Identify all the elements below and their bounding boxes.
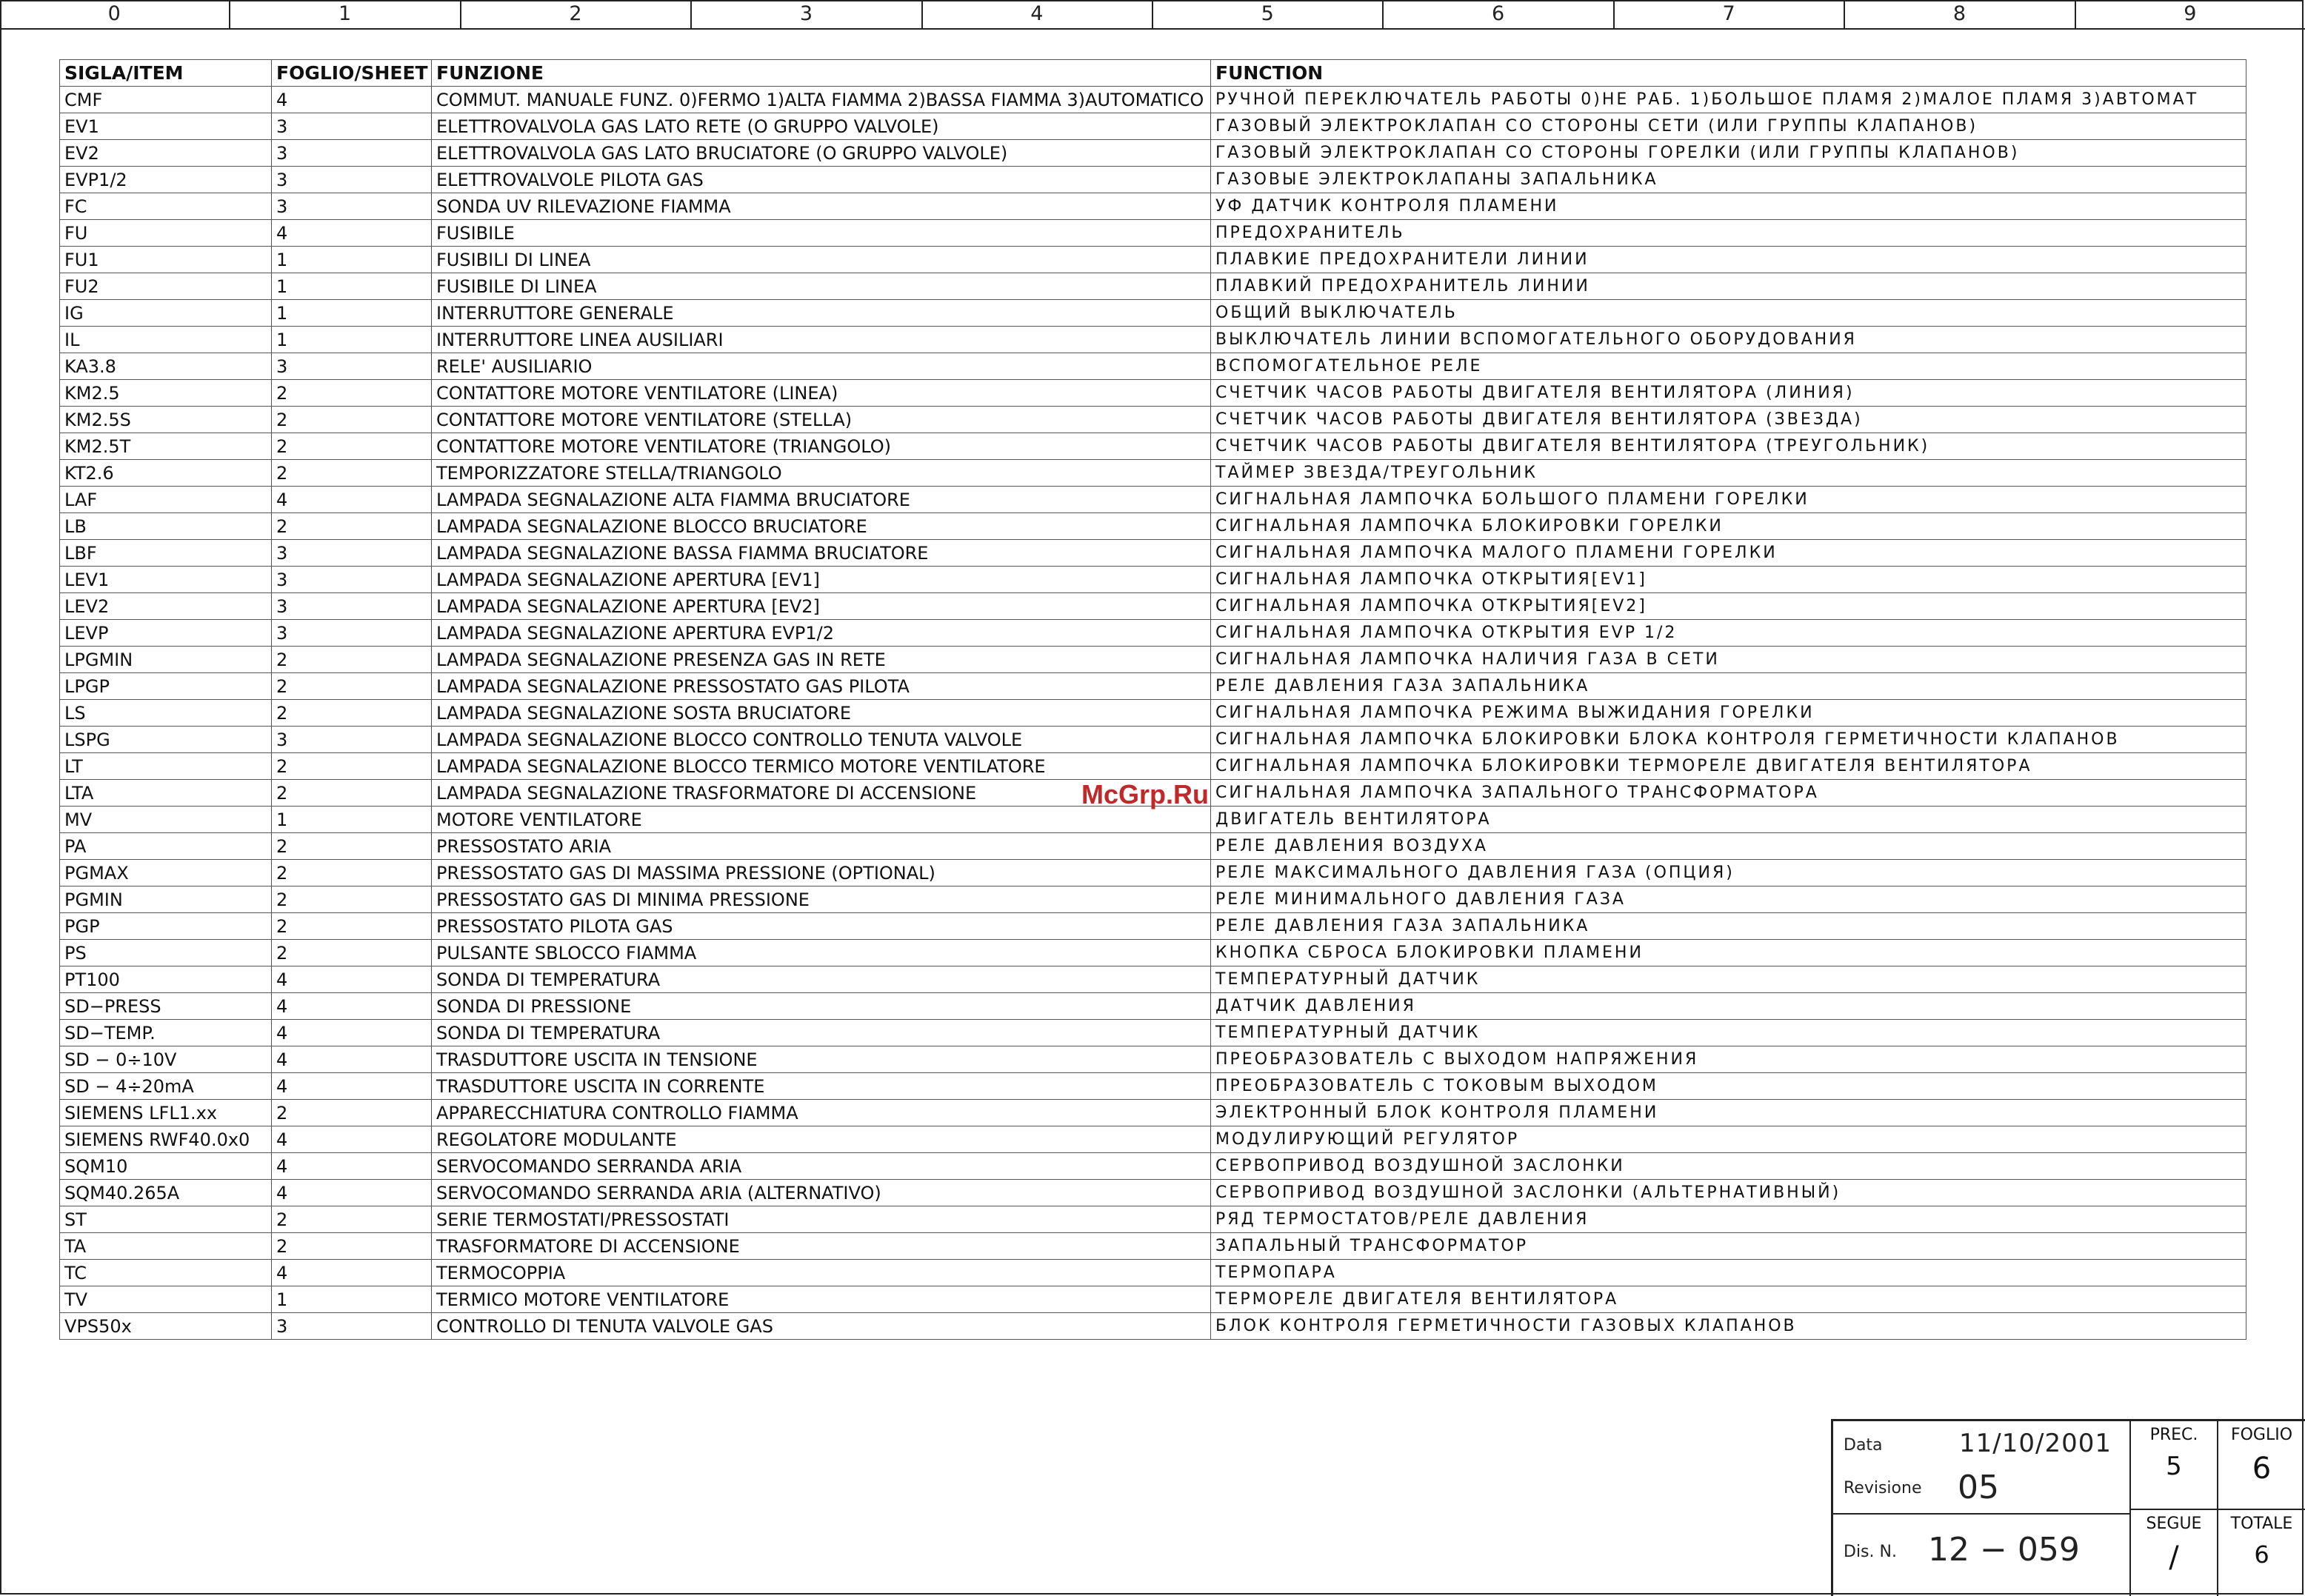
table-row (60, 487, 2246, 513)
column-ruler (0, 0, 2305, 30)
function-cell: ТЕМПЕРАТУРНЫЙ ДАТЧИК (1211, 1020, 2246, 1046)
function-cell: РЯД ТЕРМОСТАТОВ/РЕЛЕ ДАВЛЕНИЯ (1211, 1206, 2246, 1233)
header-function: FUNCTION (1211, 60, 2246, 87)
table-row (60, 220, 2246, 247)
funzione-cell: TRASFORMATORE DI ACCENSIONE (432, 1233, 1211, 1260)
prec-value: 5 (2166, 1452, 2182, 1481)
revision-label: Revisione (1844, 1479, 1922, 1497)
sheet-cell: 4 (272, 1073, 432, 1100)
sheet-cell: 2 (272, 940, 432, 966)
sheet-cell: 4 (272, 1046, 432, 1073)
function-cell: РУЧНОЙ ПЕРЕКЛЮЧАТЕЛЬ РАБОТЫ 0)НЕ РАБ. 1)БОЛЬШОЕ ПЛАМЯ 2)МАЛОЕ ПЛАМЯ 3)АВТОМАТ (1211, 87, 2246, 113)
ruler-cell: 3 (692, 0, 922, 28)
drawing-number-label: Dis. N. (1844, 1543, 1897, 1561)
item-cell: TV (60, 1286, 272, 1313)
function-cell: ТЕМПЕРАТУРНЫЙ ДАТЧИК (1211, 966, 2246, 993)
sheet-cell: 3 (272, 1313, 432, 1340)
function-cell: РЕЛЕ МАКСИМАЛЬНОГО ДАВЛЕНИЯ ГАЗА (ОПЦИЯ) (1211, 860, 2246, 887)
sheet-cell: 1 (272, 807, 432, 833)
revision-row (1833, 1467, 2129, 1512)
funzione-cell: RELE' AUSILIARIO (432, 353, 1211, 380)
funzione-cell: LAMPADA SEGNALAZIONE BASSA FIAMMA BRUCIATORE (432, 540, 1211, 567)
sheet-cell: 2 (272, 753, 432, 780)
revision-value: 05 (1958, 1469, 1999, 1506)
item-cell: KM2.5S (60, 407, 272, 433)
item-cell: IL (60, 327, 272, 353)
function-cell: ВЫКЛЮЧАТЕЛЬ ЛИНИИ ВСПОМОГАТЕЛЬНОГО ОБОРУДОВАНИЯ (1211, 327, 2246, 353)
table-row (60, 993, 2246, 1020)
sheet-cell: 4 (272, 1020, 432, 1046)
function-cell: СИГНАЛЬНАЯ ЛАМПОЧКА ОТКРЫТИЯ[EV2] (1211, 593, 2246, 620)
table-row (60, 327, 2246, 353)
funzione-cell: SERVOCOMANDO SERRANDA ARIA (ALTERNATIVO) (432, 1180, 1211, 1206)
funzione-cell: TERMICO MOTORE VENTILATORE (432, 1286, 1211, 1313)
foglio-cell (2217, 1421, 2305, 1509)
funzione-cell: FUSIBILI DI LINEA (432, 247, 1211, 273)
sheet-cell: 2 (272, 647, 432, 673)
sheet-cell: 3 (272, 620, 432, 647)
function-cell: ГАЗОВЫЙ ЭЛЕКТРОКЛАПАН СО СТОРОНЫ СЕТИ (ИЛИ ГРУППЫ КЛАПАНОВ) (1211, 113, 2246, 140)
function-cell: СЕРВОПРИВОД ВОЗДУШНОЙ ЗАСЛОНКИ (АЛЬТЕРНАТИВНЫЙ) (1211, 1180, 2246, 1206)
table-row (60, 540, 2246, 567)
item-cell: LT (60, 753, 272, 780)
segue-value: / (2169, 1540, 2179, 1575)
funzione-cell: PRESSOSTATO GAS DI MASSIMA PRESSIONE (OPTIONAL) (432, 860, 1211, 887)
sheet-cell: 3 (272, 353, 432, 380)
funzione-cell: LAMPADA SEGNALAZIONE BLOCCO CONTROLLO TENUTA VALVOLE (432, 727, 1211, 753)
ruler-cell: 0 (0, 0, 230, 28)
sheet-cell: 1 (272, 247, 432, 273)
sheet-cell: 2 (272, 700, 432, 727)
funzione-cell: SONDA DI PRESSIONE (432, 993, 1211, 1020)
table-row (60, 407, 2246, 433)
table-row (60, 300, 2246, 327)
item-cell: LEVP (60, 620, 272, 647)
components-table (59, 59, 2246, 1340)
function-cell: КНОПКА СБРОСА БЛОКИРОВКИ ПЛАМЕНИ (1211, 940, 2246, 966)
table-row (60, 113, 2246, 140)
funzione-cell: CONTROLLO DI TENUTA VALVOLE GAS (432, 1313, 1211, 1340)
table-row (60, 87, 2246, 113)
funzione-cell: SONDA DI TEMPERATURA (432, 1020, 1211, 1046)
funzione-cell: MOTORE VENTILATORE (432, 807, 1211, 833)
item-cell: FU2 (60, 273, 272, 300)
table-row (60, 1180, 2246, 1206)
sheet-cell: 4 (272, 87, 432, 113)
funzione-cell: INTERRUTTORE GENERALE (432, 300, 1211, 327)
sheet-cell: 2 (272, 887, 432, 913)
foglio-value: 6 (2252, 1452, 2272, 1486)
table-row (60, 913, 2246, 940)
drawing-number-row (1833, 1515, 2129, 1596)
item-cell: LS (60, 700, 272, 727)
item-cell: PT100 (60, 966, 272, 993)
table-row (60, 353, 2246, 380)
item-cell: LB (60, 513, 272, 540)
prec-cell (2129, 1421, 2217, 1509)
totale-label: TOTALE (2230, 1515, 2293, 1533)
function-cell: РЕЛЕ ДАВЛЕНИЯ ГАЗА ЗАПАЛЬНИКА (1211, 673, 2246, 700)
funzione-cell: ELETTROVALVOLA GAS LATO RETE (O GRUPPO VALVOLE) (432, 113, 1211, 140)
funzione-cell: INTERRUTTORE LINEA AUSILIARI (432, 327, 1211, 353)
sheet-cell: 3 (272, 113, 432, 140)
item-cell: SQM10 (60, 1153, 272, 1180)
function-cell: ДВИГАТЕЛЬ ВЕНТИЛЯТОРА (1211, 807, 2246, 833)
sheet-cell: 2 (272, 833, 432, 860)
item-cell: LPGMIN (60, 647, 272, 673)
table-row (60, 1020, 2246, 1046)
table-row (60, 833, 2246, 860)
sheet-cell: 2 (272, 460, 432, 487)
item-cell: TC (60, 1260, 272, 1286)
segue-cell (2129, 1509, 2217, 1596)
table-row (60, 940, 2246, 966)
item-cell: PGP (60, 913, 272, 940)
date-label: Data (1844, 1436, 1883, 1455)
ruler-cell: 9 (2184, 2, 2198, 25)
item-cell: ST (60, 1206, 272, 1233)
funzione-cell: SERVOCOMANDO SERRANDA ARIA (432, 1153, 1211, 1180)
item-cell: SIEMENS LFL1.xx (60, 1100, 272, 1126)
function-cell: СИГНАЛЬНАЯ ЛАМПОЧКА БЛОКИРОВКИ ГОРЕЛКИ (1211, 513, 2246, 540)
item-cell: KM2.5 (60, 380, 272, 407)
table-row (60, 700, 2246, 727)
table-row (60, 273, 2246, 300)
sheet-cell: 3 (272, 140, 432, 167)
header-funzione: FUNZIONE (432, 60, 1211, 87)
ruler-cell: 4 (923, 0, 1153, 28)
function-cell: СИГНАЛЬНАЯ ЛАМПОЧКА НАЛИЧИЯ ГАЗА В СЕТИ (1211, 647, 2246, 673)
item-cell: IG (60, 300, 272, 327)
sheet-cell: 4 (272, 1126, 432, 1153)
item-cell: SD−PRESS (60, 993, 272, 1020)
funzione-cell: SONDA UV RILEVAZIONE FIAMMA (432, 193, 1211, 220)
function-cell: СИГНАЛЬНАЯ ЛАМПОЧКА ОТКРЫТИЯ[EV1] (1211, 567, 2246, 593)
item-cell: SIEMENS RWF40.0x0 (60, 1126, 272, 1153)
drawing-number-value: 12 − 059 (1928, 1531, 2080, 1569)
sheet-cell: 3 (272, 167, 432, 193)
funzione-cell: LAMPADA SEGNALAZIONE APERTURA [EV2] (432, 593, 1211, 620)
item-cell: KM2.5T (60, 433, 272, 460)
ruler-cell: 7 (1615, 0, 1845, 28)
item-cell: EV1 (60, 113, 272, 140)
function-cell: УФ ДАТЧИК КОНТРОЛЯ ПЛАМЕНИ (1211, 193, 2246, 220)
sheet-cell: 4 (272, 1153, 432, 1180)
function-cell: ПРЕДОХРАНИТЕЛЬ (1211, 220, 2246, 247)
funzione-cell: TEMPORIZZATORE STELLA/TRIANGOLO (432, 460, 1211, 487)
funzione-cell: SONDA DI TEMPERATURA (432, 966, 1211, 993)
table-row (60, 1046, 2246, 1073)
sheet-cell: 2 (272, 513, 432, 540)
function-cell: ТАЙМЕР ЗВЕЗДА/ТРЕУГОЛЬНИК (1211, 460, 2246, 487)
table-row (60, 513, 2246, 540)
function-cell: РЕЛЕ ДАВЛЕНИЯ ГАЗА ЗАПАЛЬНИКА (1211, 913, 2246, 940)
table-row (60, 727, 2246, 753)
segue-label: SEGUE (2146, 1515, 2202, 1533)
funzione-cell: COMMUT. MANUALE FUNZ. 0)FERMO 1)ALTA FIAMMA 2)BASSA FIAMMA 3)AUTOMATICO (432, 87, 1211, 113)
function-cell: ЭЛЕКТРОННЫЙ БЛОК КОНТРОЛЯ ПЛАМЕНИ (1211, 1100, 2246, 1126)
funzione-cell: TERMOCOPPIA (432, 1260, 1211, 1286)
table-row (60, 593, 2246, 620)
sheet-cell: 2 (272, 380, 432, 407)
function-cell: РЕЛЕ ДАВЛЕНИЯ ВОЗДУХА (1211, 833, 2246, 860)
function-cell: ЗАПАЛЬНЫЙ ТРАНСФОРМАТОР (1211, 1233, 2246, 1260)
function-cell: ПРЕОБРАЗОВАТЕЛЬ С ВЫХОДОМ НАПРЯЖЕНИЯ (1211, 1046, 2246, 1073)
ruler-cell: 2 (461, 0, 692, 28)
item-cell: SD − 4÷20mA (60, 1073, 272, 1100)
table-row (60, 1153, 2246, 1180)
item-cell: VPS50x (60, 1313, 272, 1340)
sheet-cell: 4 (272, 1260, 432, 1286)
function-cell: СИГНАЛЬНАЯ ЛАМПОЧКА ОТКРЫТИЯ EVP 1/2 (1211, 620, 2246, 647)
sheet-cell: 4 (272, 966, 432, 993)
item-cell: SQM40.265A (60, 1180, 272, 1206)
function-cell: МОДУЛИРУЮЩИЙ РЕГУЛЯТОР (1211, 1126, 2246, 1153)
sheet-cell: 1 (272, 1286, 432, 1313)
date-row (1833, 1421, 2129, 1466)
ruler-cell: 8 (1845, 0, 2075, 28)
sheet-cell: 2 (272, 407, 432, 433)
sheet-cell: 2 (272, 860, 432, 887)
function-cell: ПЛАВКИЙ ПРЕДОХРАНИТЕЛЬ ЛИНИИ (1211, 273, 2246, 300)
table-row (60, 966, 2246, 993)
table-row (60, 887, 2246, 913)
funzione-cell: PRESSOSTATO PILOTA GAS (432, 913, 1211, 940)
table-row (60, 167, 2246, 193)
function-cell: СИГНАЛЬНАЯ ЛАМПОЧКА БЛОКИРОВКИ ТЕРМОРЕЛЕ ДВИГАТЕЛЯ ВЕНТИЛЯТОРА (1211, 753, 2246, 780)
function-cell: ПЛАВКИЕ ПРЕДОХРАНИТЕЛИ ЛИНИИ (1211, 247, 2246, 273)
funzione-cell: LAMPADA SEGNALAZIONE PRESENZA GAS IN RETE (432, 647, 1211, 673)
table-row (60, 193, 2246, 220)
item-cell: LAF (60, 487, 272, 513)
item-cell: PGMIN (60, 887, 272, 913)
funzione-cell: PRESSOSTATO ARIA (432, 833, 1211, 860)
function-cell: СЧЕТЧИК ЧАСОВ РАБОТЫ ДВИГАТЕЛЯ ВЕНТИЛЯТОРА (ТРЕУГОЛЬНИК) (1211, 433, 2246, 460)
item-cell: LTA (60, 780, 272, 807)
ruler-cell: 1 (230, 0, 461, 28)
table-row (60, 1260, 2246, 1286)
sheet-cell: 1 (272, 327, 432, 353)
sheet-cell: 3 (272, 540, 432, 567)
funzione-cell: LAMPADA SEGNALAZIONE TRASFORMATORE DI ACCENSIONE (432, 780, 1211, 807)
item-cell: PGMAX (60, 860, 272, 887)
sheet-cell: 2 (272, 673, 432, 700)
funzione-cell: CONTATTORE MOTORE VENTILATORE (LINEA) (432, 380, 1211, 407)
funzione-cell: LAMPADA SEGNALAZIONE APERTURA EVP1/2 (432, 620, 1211, 647)
function-cell: ТЕРМОРЕЛЕ ДВИГАТЕЛЯ ВЕНТИЛЯТОРА (1211, 1286, 2246, 1313)
prec-label: PREC. (2149, 1426, 2198, 1444)
function-cell: ВСПОМОГАТЕЛЬНОЕ РЕЛЕ (1211, 353, 2246, 380)
function-cell: СИГНАЛЬНАЯ ЛАМПОЧКА БЛОКИРОВКИ БЛОКА КОНТРОЛЯ ГЕРМЕТИЧНОСТИ КЛАПАНОВ (1211, 727, 2246, 753)
function-cell: БЛОК КОНТРОЛЯ ГЕРМЕТИЧНОСТИ ГАЗОВЫХ КЛАПАНОВ (1211, 1313, 2246, 1340)
table-row (60, 460, 2246, 487)
item-cell: LSPG (60, 727, 272, 753)
ruler-cell: 5 (1153, 0, 1384, 28)
sheet-cell: 4 (272, 220, 432, 247)
funzione-cell: TRASDUTTORE USCITA IN CORRENTE (432, 1073, 1211, 1100)
item-cell: FU (60, 220, 272, 247)
foglio-label: FOGLIO (2230, 1426, 2293, 1444)
sheet-cell: 4 (272, 487, 432, 513)
function-cell: СИГНАЛЬНАЯ ЛАМПОЧКА МАЛОГО ПЛАМЕНИ ГОРЕЛКИ (1211, 540, 2246, 567)
header-sheet: FOGLIO/SHEET (272, 60, 432, 87)
function-cell: ТЕРМОПАРА (1211, 1260, 2246, 1286)
date-value: 11/10/2001 (1959, 1429, 2112, 1458)
funzione-cell: CONTATTORE MOTORE VENTILATORE (TRIANGOLO) (432, 433, 1211, 460)
table-row (60, 753, 2246, 780)
title-block (1831, 1419, 2305, 1596)
table-row (60, 1286, 2246, 1313)
table-row (60, 1073, 2246, 1100)
funzione-cell: CONTATTORE MOTORE VENTILATORE (STELLA) (432, 407, 1211, 433)
table-row (60, 247, 2246, 273)
sheet-cell: 1 (272, 273, 432, 300)
item-cell: FU1 (60, 247, 272, 273)
function-cell: СЕРВОПРИВОД ВОЗДУШНОЙ ЗАСЛОНКИ (1211, 1153, 2246, 1180)
table-header-row (60, 60, 2246, 87)
funzione-cell: APPARECCHIATURA CONTROLLO FIAMMA (432, 1100, 1211, 1126)
table-row (60, 1126, 2246, 1153)
table-row (60, 1233, 2246, 1260)
item-cell: LEV1 (60, 567, 272, 593)
table-row (60, 1206, 2246, 1233)
table-row (60, 380, 2246, 407)
funzione-cell: ELETTROVALVOLE PILOTA GAS (432, 167, 1211, 193)
sheet-cell: 2 (272, 780, 432, 807)
function-cell: РЕЛЕ МИНИМАЛЬНОГО ДАВЛЕНИЯ ГАЗА (1211, 887, 2246, 913)
sheet-cell: 2 (272, 1100, 432, 1126)
sheet-cell: 3 (272, 593, 432, 620)
totale-cell (2217, 1509, 2305, 1596)
function-cell: ДАТЧИК ДАВЛЕНИЯ (1211, 993, 2246, 1020)
item-cell: MV (60, 807, 272, 833)
funzione-cell: ELETTROVALVOLA GAS LATO BRUCIATORE (O GRUPPO VALVOLE) (432, 140, 1211, 167)
funzione-cell: TRASDUTTORE USCITA IN TENSIONE (432, 1046, 1211, 1073)
funzione-cell: REGOLATORE MODULANTE (432, 1126, 1211, 1153)
item-cell: PA (60, 833, 272, 860)
item-cell: LBF (60, 540, 272, 567)
function-cell: ГАЗОВЫЕ ЭЛЕКТРОКЛАПАНЫ ЗАПАЛЬНИКА (1211, 167, 2246, 193)
title-block-info (1833, 1421, 2129, 1596)
sheet-cell: 2 (272, 1206, 432, 1233)
function-cell: СИГНАЛЬНАЯ ЛАМПОЧКА БОЛЬШОГО ПЛАМЕНИ ГОРЕЛКИ (1211, 487, 2246, 513)
function-cell: СЧЕТЧИК ЧАСОВ РАБОТЫ ДВИГАТЕЛЯ ВЕНТИЛЯТОРА (ЛИНИЯ) (1211, 380, 2246, 407)
funzione-cell: FUSIBILE DI LINEA (432, 273, 1211, 300)
sheet-cell: 4 (272, 993, 432, 1020)
item-cell: EVP1/2 (60, 167, 272, 193)
function-cell: ПРЕОБРАЗОВАТЕЛЬ С ТОКОВЫМ ВЫХОДОМ (1211, 1073, 2246, 1100)
function-cell: ГАЗОВЫЙ ЭЛЕКТРОКЛАПАН СО СТОРОНЫ ГОРЕЛКИ (ИЛИ ГРУППЫ КЛАПАНОВ) (1211, 140, 2246, 167)
sheet-cell: 4 (272, 1180, 432, 1206)
funzione-cell: LAMPADA SEGNALAZIONE ALTA FIAMMA BRUCIATORE (432, 487, 1211, 513)
table-row (60, 673, 2246, 700)
sheet-cell: 2 (272, 1233, 432, 1260)
table-row (60, 647, 2246, 673)
sheet-cell: 3 (272, 567, 432, 593)
table-row (60, 860, 2246, 887)
item-cell: LEV2 (60, 593, 272, 620)
funzione-cell: LAMPADA SEGNALAZIONE BLOCCO TERMICO MOTORE VENTILATORE (432, 753, 1211, 780)
funzione-cell: PRESSOSTATO GAS DI MINIMA PRESSIONE (432, 887, 1211, 913)
function-cell: СЧЕТЧИК ЧАСОВ РАБОТЫ ДВИГАТЕЛЯ ВЕНТИЛЯТОРА (ЗВЕЗДА) (1211, 407, 2246, 433)
sheet-cell: 2 (272, 433, 432, 460)
item-cell: PS (60, 940, 272, 966)
funzione-cell: FUSIBILE (432, 220, 1211, 247)
item-cell: KT2.6 (60, 460, 272, 487)
sheet-cell: 3 (272, 193, 432, 220)
funzione-cell: LAMPADA SEGNALAZIONE APERTURA [EV1] (432, 567, 1211, 593)
funzione-cell: LAMPADA SEGNALAZIONE PRESSOSTATO GAS PILOTA (432, 673, 1211, 700)
item-cell: EV2 (60, 140, 272, 167)
table-row (60, 620, 2246, 647)
funzione-cell: SERIE TERMOSTATI/PRESSOSTATI (432, 1206, 1211, 1233)
table-row (60, 433, 2246, 460)
item-cell: TA (60, 1233, 272, 1260)
table-row (60, 140, 2246, 167)
item-cell: FC (60, 193, 272, 220)
sheet-cell: 3 (272, 727, 432, 753)
item-cell: KA3.8 (60, 353, 272, 380)
item-cell: CMF (60, 87, 272, 113)
funzione-cell: LAMPADA SEGNALAZIONE SOSTA BRUCIATORE (432, 700, 1211, 727)
item-cell: SD−TEMP. (60, 1020, 272, 1046)
ruler-cell: 6 (1384, 0, 1614, 28)
sheet-cell: 1 (272, 300, 432, 327)
header-item: SIGLA/ITEM (60, 60, 272, 87)
funzione-cell: PULSANTE SBLOCCO FIAMMA (432, 940, 1211, 966)
function-cell: СИГНАЛЬНАЯ ЛАМПОЧКА ЗАПАЛЬНОГО ТРАНСФОРМАТОРА (1211, 780, 2246, 807)
item-cell: SD − 0÷10V (60, 1046, 272, 1073)
sheet-cell: 2 (272, 913, 432, 940)
table-row (60, 1100, 2246, 1126)
table-row (60, 567, 2246, 593)
watermark: McGrp.Ru (1081, 779, 1210, 809)
function-cell: СИГНАЛЬНАЯ ЛАМПОЧКА РЕЖИМА ВЫЖИДАНИЯ ГОРЕЛКИ (1211, 700, 2246, 727)
funzione-cell: LAMPADA SEGNALAZIONE BLOCCO BRUCIATORE (432, 513, 1211, 540)
function-cell: ОБЩИЙ ВЫКЛЮЧАТЕЛЬ (1211, 300, 2246, 327)
table-row (60, 1313, 2246, 1340)
item-cell: LPGP (60, 673, 272, 700)
totale-value: 6 (2254, 1540, 2269, 1569)
